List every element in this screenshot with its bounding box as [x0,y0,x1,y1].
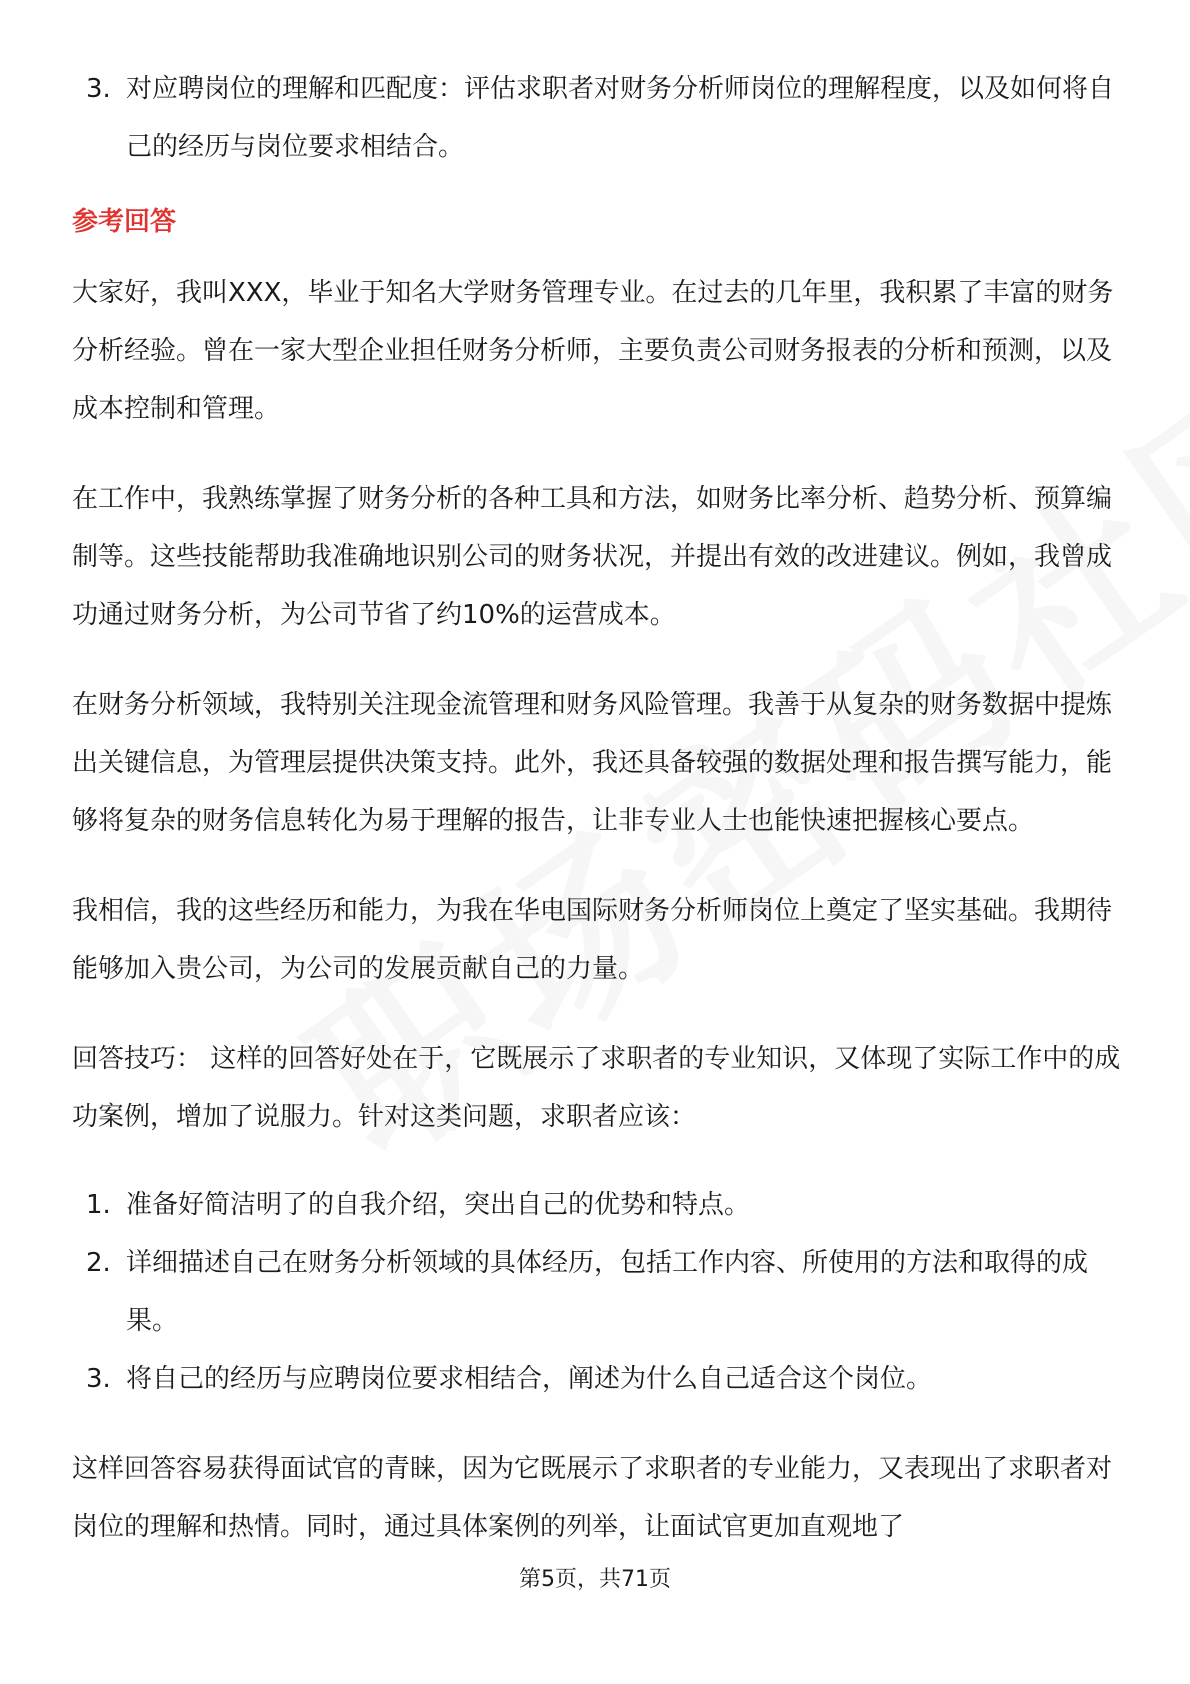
list-text: 将自己的经历与应聘岗位要求相结合，阐述为什么自己适合这个岗位。 [126,1364,933,1394]
paragraph: 在工作中，我熟练掌握了财务分析的各种工具和方法，如财务比率分析、趋势分析、预算编制等。这些技能帮助我准确地识别公司的财务状况，并提出有效的改进建议。例如，我曾成功通过财务分析，为公司节省了约10%的运营成本。 [72,484,1113,630]
list-number: 2. [86,1248,111,1278]
list-text: 准备好简洁明了的自我介绍，突出自己的优势和特点。 [126,1190,751,1220]
list-number: 1. [86,1190,111,1220]
paragraph: 回答技巧： 这样的回答好处在于，它既展示了求职者的专业知识，又体现了实际工作中的成功案例，增加了说服力。针对这类问题，求职者应该： [72,1044,1121,1132]
list-item [72,1234,1122,1350]
closing-paragraph: 这样回答容易获得面试官的青睐，因为它既展示了求职者的专业能力，又表现出了求职者对岗位的理解和热情。同时，通过具体案例的列举，让面试官更加直观地了 [72,1454,1113,1542]
list-item [72,1350,1122,1408]
paragraph: 我相信，我的这些经历和能力，为我在华电国际财务分析师岗位上奠定了坚实基础。我期待能够加入贵公司，为公司的发展贡献自己的力量。 [72,896,1113,984]
list-text: 详细描述自己在财务分析领域的具体经历，包括工作内容、所使用的方法和取得的成果。 [126,1248,1089,1336]
paragraph: 大家好，我叫XXX，毕业于知名大学财务管理专业。在过去的几年里，我积累了丰富的财务分析经验。曾在一家大型企业担任财务分析师，主要负责公司财务报表的分析和预测，以及成本控制和管理。 [72,278,1114,424]
list-text: 对应聘岗位的理解和匹配度：评估求职者对财务分析师岗位的理解程度，以及如何将自己的经历与岗位要求相结合。 [126,74,1115,162]
page-content [72,60,1122,1556]
list-number: 3. [86,74,111,104]
list-item [72,60,1122,176]
list-item [72,1176,1122,1234]
tips-list [72,1176,1122,1408]
page-footer: 第5页，共71页 [519,1567,671,1592]
section-heading: 参考回答 [72,207,177,237]
paragraph: 在财务分析领域，我特别关注现金流管理和财务风险管理。我善于从复杂的财务数据中提炼出关键信息，为管理层提供决策支持。此外，我还具备较强的数据处理和报告撰写能力，能够将复杂的财务信息转化为易于理解的报告，让非专业人士也能快速把握核心要点。 [72,690,1113,836]
list-number: 3. [86,1364,111,1394]
